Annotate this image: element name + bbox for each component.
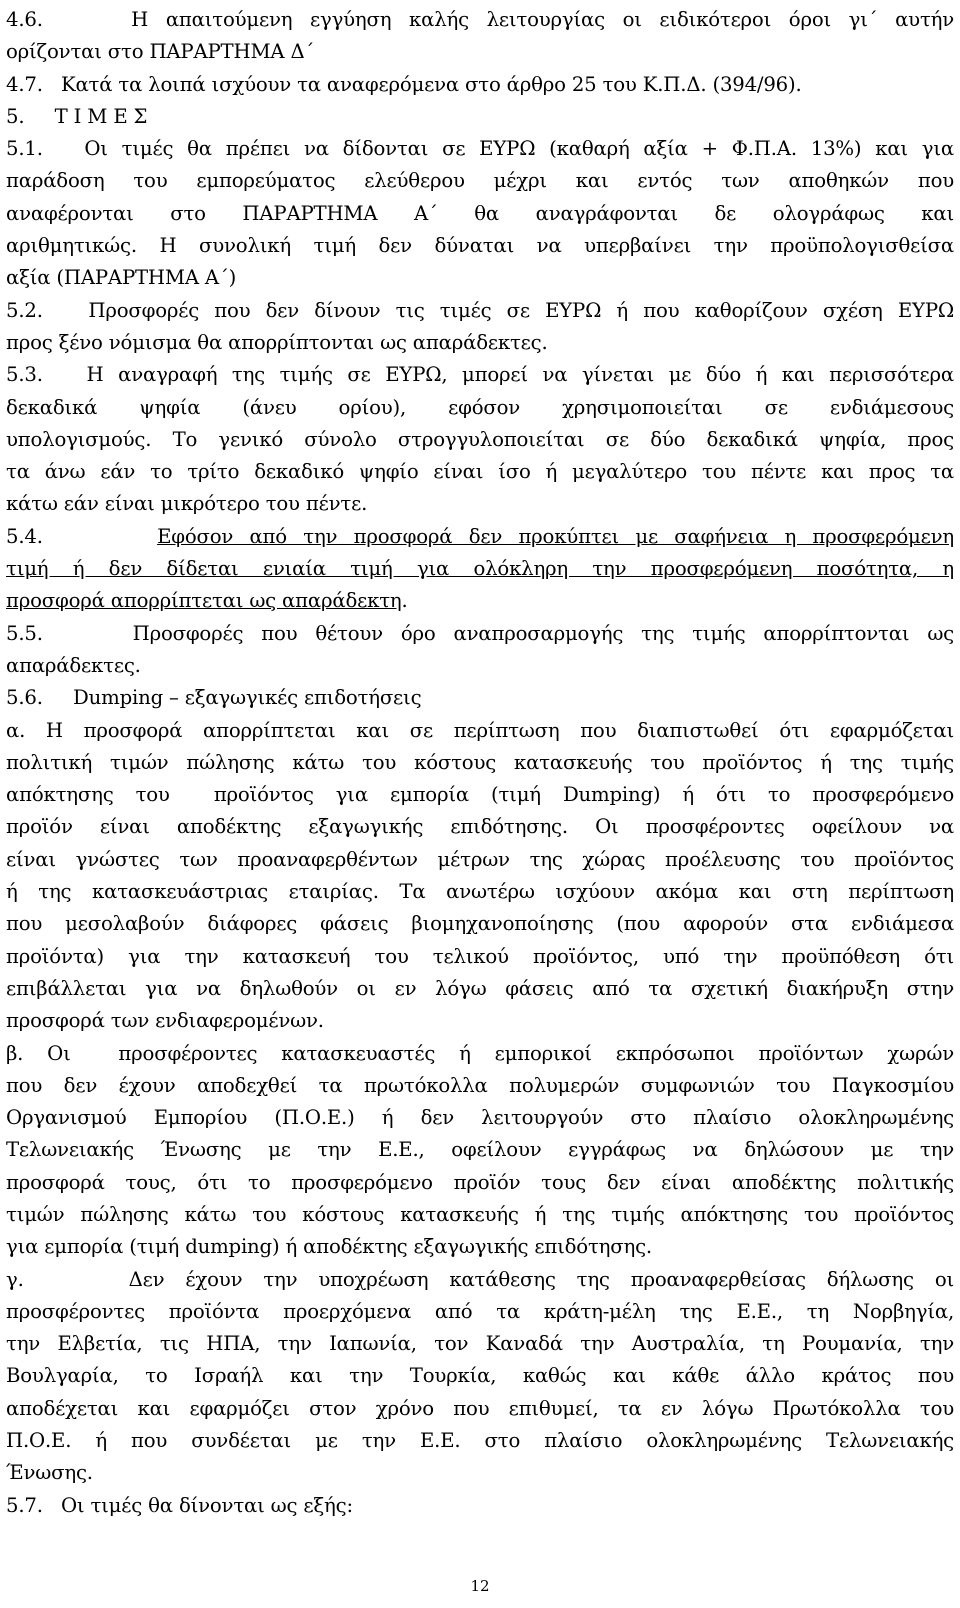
- line-text: 5.7. Οι τιμές θα δίνονται ως εξής:: [6, 1493, 353, 1517]
- line-text: τα άνω εάν το τρίτο δεκαδικό ψηφίο είναι ίσο ή μεγαλύτερο του πέντε και προς τα: [6, 460, 954, 484]
- text-line: [6, 359, 954, 391]
- line-text: που μεσολαβούν διάφορες φάσεις βιομηχανοποίησης (που αφορούν στα ενδιάμεσα: [6, 912, 954, 936]
- text-line: [6, 876, 954, 908]
- line-text: 5.2. Προσφορές που δεν δίνουν τις τιμές σε ΕΥΡΩ ή που καθορίζουν σχέση ΕΥΡΩ: [6, 298, 954, 322]
- line-text: τιμών πώλησης κάτω του κόστους κατασκευής ή της τιμής απόκτησης του προϊόντος: [6, 1202, 954, 1226]
- page-number: 12: [470, 1577, 490, 1595]
- text-line: [6, 133, 954, 165]
- line-text: κάτω εάν είναι μικρότερο του πέντε.: [6, 492, 368, 516]
- text-line: [6, 165, 954, 197]
- text-line: [6, 779, 954, 811]
- line-text: είναι γνώστες των προαναφερθέντων μέτρων της χώρας προέλευσης του προϊόντος: [6, 847, 954, 871]
- clause-number: 5.4.: [6, 524, 158, 548]
- line-text: Βουλγαρία, το Ισραήλ και την Τουρκία, καθώς και κάθε άλλο κράτος που: [6, 1364, 954, 1388]
- text-line: [6, 424, 954, 456]
- line-text: για εμπορία (τιμή dumping) ή αποδέκτης εξαγωγικής επιδότησης.: [6, 1235, 652, 1259]
- text-line: [6, 456, 954, 488]
- line-text: ορίζονται στο ΠΑΡΑΡΤΗΜΑ Δ΄: [6, 40, 315, 64]
- text-line: [6, 1425, 954, 1457]
- text-line: [6, 585, 954, 617]
- line-text: Π.Ο.Ε. ή που συνδέεται με την Ε.Ε. στο πλαίσιο ολοκληρωμένης Τελωνειακής: [6, 1429, 954, 1453]
- text-line: [6, 908, 954, 940]
- text-line: [6, 1328, 954, 1360]
- line-text: πολιτική τιμών πώλησης κάτω του κόστους κατασκευής του προϊόντος ή της τιμής: [6, 750, 954, 774]
- text-line: [6, 844, 954, 876]
- text-line: [6, 1134, 954, 1166]
- text-line: [6, 1231, 954, 1263]
- line-text: Τελωνειακής Ένωσης με την Ε.Ε., οφείλουν εγγράφως να δηλώσουν με την: [6, 1138, 954, 1162]
- text-line: [6, 747, 954, 779]
- line-text: δεκαδικά ψηφία (άνευ ορίου), εφόσον χρησιμοποιείται σε ενδιάμεσους: [6, 395, 954, 419]
- text-line: [6, 69, 954, 101]
- line-text: απαράδεκτες.: [6, 653, 141, 677]
- text-line: [6, 682, 954, 714]
- line-text: προσφέροντες προϊόντα προερχόμενα από τα κράτη-μέλη της Ε.Ε., τη Νορβηγία,: [6, 1299, 954, 1323]
- line-text: αξία (ΠΑΡΑΡΤΗΜΑ Α΄): [6, 266, 237, 290]
- underlined-text: τιμή ή δεν δίδεται ενιαία τιμή για ολόκληρη την προσφερόμενη ποσότητα, η: [6, 557, 954, 581]
- underlined-text: προσφορά απορρίπτεται ως απαράδεκτη: [6, 589, 402, 613]
- text-line: [6, 1038, 954, 1070]
- text-line: [6, 973, 954, 1005]
- text-line: [6, 553, 954, 585]
- line-text: υπολογισμούς. Το γενικό σύνολο στρογγυλοποιείται σε δύο δεκαδικά ψηφία, προς: [6, 427, 954, 451]
- line-text: 4.7. Κατά τα λοιπά ισχύουν τα αναφερόμενα στο άρθρο 25 του Κ.Π.Δ. (394/96).: [6, 72, 802, 96]
- line-tail: .: [401, 589, 408, 613]
- line-text: απόκτησης του προϊόντος για εμπορία (τιμή Dumping) ή ότι το προσφερόμενο: [6, 783, 954, 807]
- line-text: προσφορά των ενδιαφερομένων.: [6, 1009, 324, 1033]
- text-line: [6, 327, 954, 359]
- line-text: 4.6. Η απαιτούμενη εγγύηση καλής λειτουργίας οι ειδικότεροι όροι γι΄ αυτήν: [6, 8, 954, 31]
- line-text: αριθμητικώς. Η συνολική τιμή δεν δύναται να υπερβαίνει την προϋπολογισθείσα: [6, 234, 954, 258]
- text-line: [6, 521, 954, 553]
- line-text: προσφορά τους, ότι το προσφερόμενο προϊόν τους δεν είναι αποδέκτης πολιτικής: [6, 1170, 954, 1194]
- line-text: παράδοση του εμπορεύματος ελεύθερου μέχρι και εντός των αποθηκών που: [6, 169, 954, 193]
- line-text: 5.6. Dumping – εξαγωγικές επιδοτήσεις: [6, 686, 422, 710]
- text-line: [6, 1070, 954, 1102]
- text-line: [6, 1005, 954, 1037]
- text-line: [6, 262, 954, 294]
- text-line: [6, 650, 954, 682]
- line-text: 5. Τ Ι Μ Ε Σ: [6, 104, 148, 128]
- document-body: [6, 4, 954, 1522]
- line-text: που δεν έχουν αποδεχθεί τα πρωτόκολλα πολυμερών συμφωνιών του Παγκοσμίου: [6, 1073, 954, 1097]
- text-line: [6, 941, 954, 973]
- line-text: προϊόντα) για την κατασκευή του τελικού προϊόντος, υπό την προϋπόθεση ότι: [6, 944, 954, 968]
- text-line: [6, 1457, 954, 1489]
- line-text: Οργανισμού Εμπορίου (Π.Ο.Ε.) ή δεν λειτουργούν στο πλαίσιο ολοκληρωμένης: [6, 1106, 954, 1130]
- line-text: επιβάλλεται για να δηλωθούν οι εν λόγω φάσεις από τα σχετική διακήρυξη στην: [6, 976, 954, 1000]
- text-line: [6, 1393, 954, 1425]
- text-line: [6, 101, 954, 133]
- text-line: [6, 1296, 954, 1328]
- text-line: [6, 811, 954, 843]
- text-line: [6, 1102, 954, 1134]
- text-line: [6, 715, 954, 747]
- text-line: [6, 1199, 954, 1231]
- line-text: β. Οι προσφέροντες κατασκευαστές ή εμπορικοί εκπρόσωποι προϊόντων χωρών: [6, 1041, 954, 1065]
- text-line: [6, 618, 954, 650]
- text-line: [6, 4, 954, 36]
- line-text: 5.3. Η αναγραφή της τιμής σε ΕΥΡΩ, μπορεί να γίνεται με δύο ή και περισσότερα: [6, 363, 954, 387]
- line-text: αναφέρονται στο ΠΑΡΑΡΤΗΜΑ Α΄ θα αναγράφονται δε ολογράφως και: [6, 201, 954, 225]
- text-line: [6, 392, 954, 424]
- line-text: α. Η προσφορά απορρίπτεται και σε περίπτωση που διαπιστωθεί ότι εφαρμόζεται: [6, 718, 954, 742]
- line-text: 5.1. Οι τιμές θα πρέπει να δίδονται σε ΕΥΡΩ (καθαρή αξία + Φ.Π.Α. 13%) και για: [6, 137, 954, 161]
- text-line: [6, 488, 954, 520]
- text-line: [6, 1490, 954, 1522]
- line-text: Ένωσης.: [6, 1461, 93, 1485]
- text-line: [6, 295, 954, 327]
- underlined-text: Εφόσον από την προσφορά δεν προκύπτει με σαφήνεια η προσφερόμενη: [157, 524, 954, 548]
- text-line: [6, 1264, 954, 1296]
- line-text: προς ξένο νόμισμα θα απορρίπτονται ως απαράδεκτες.: [6, 330, 548, 354]
- line-text: προϊόν είναι αποδέκτης εξαγωγικής επιδότησης. Οι προσφέροντες οφείλουν να: [6, 815, 954, 839]
- line-text: γ. Δεν έχουν την υποχρέωση κατάθεσης της προαναφερθείσας δήλωσης οι: [6, 1267, 954, 1291]
- line-text: 5.5. Προσφορές που θέτουν όρο αναπροσαρμογής της τιμής απορρίπτονται ως: [6, 621, 954, 645]
- text-line: [6, 230, 954, 262]
- line-text: ή της κατασκευάστριας εταιρίας. Τα ανωτέρω ισχύουν ακόμα και στη περίπτωση: [6, 880, 954, 904]
- line-text: την Ελβετία, τις ΗΠΑ, την Ιαπωνία, τον Καναδά την Αυστραλία, τη Ρουμανία, την: [6, 1332, 954, 1356]
- text-line: [6, 198, 954, 230]
- text-line: [6, 36, 954, 68]
- text-line: [6, 1167, 954, 1199]
- line-text: αποδέχεται και εφαρμόζει στον χρόνο που επιθυμεί, τα εν λόγω Πρωτόκολλα του: [6, 1396, 954, 1420]
- text-line: [6, 1360, 954, 1392]
